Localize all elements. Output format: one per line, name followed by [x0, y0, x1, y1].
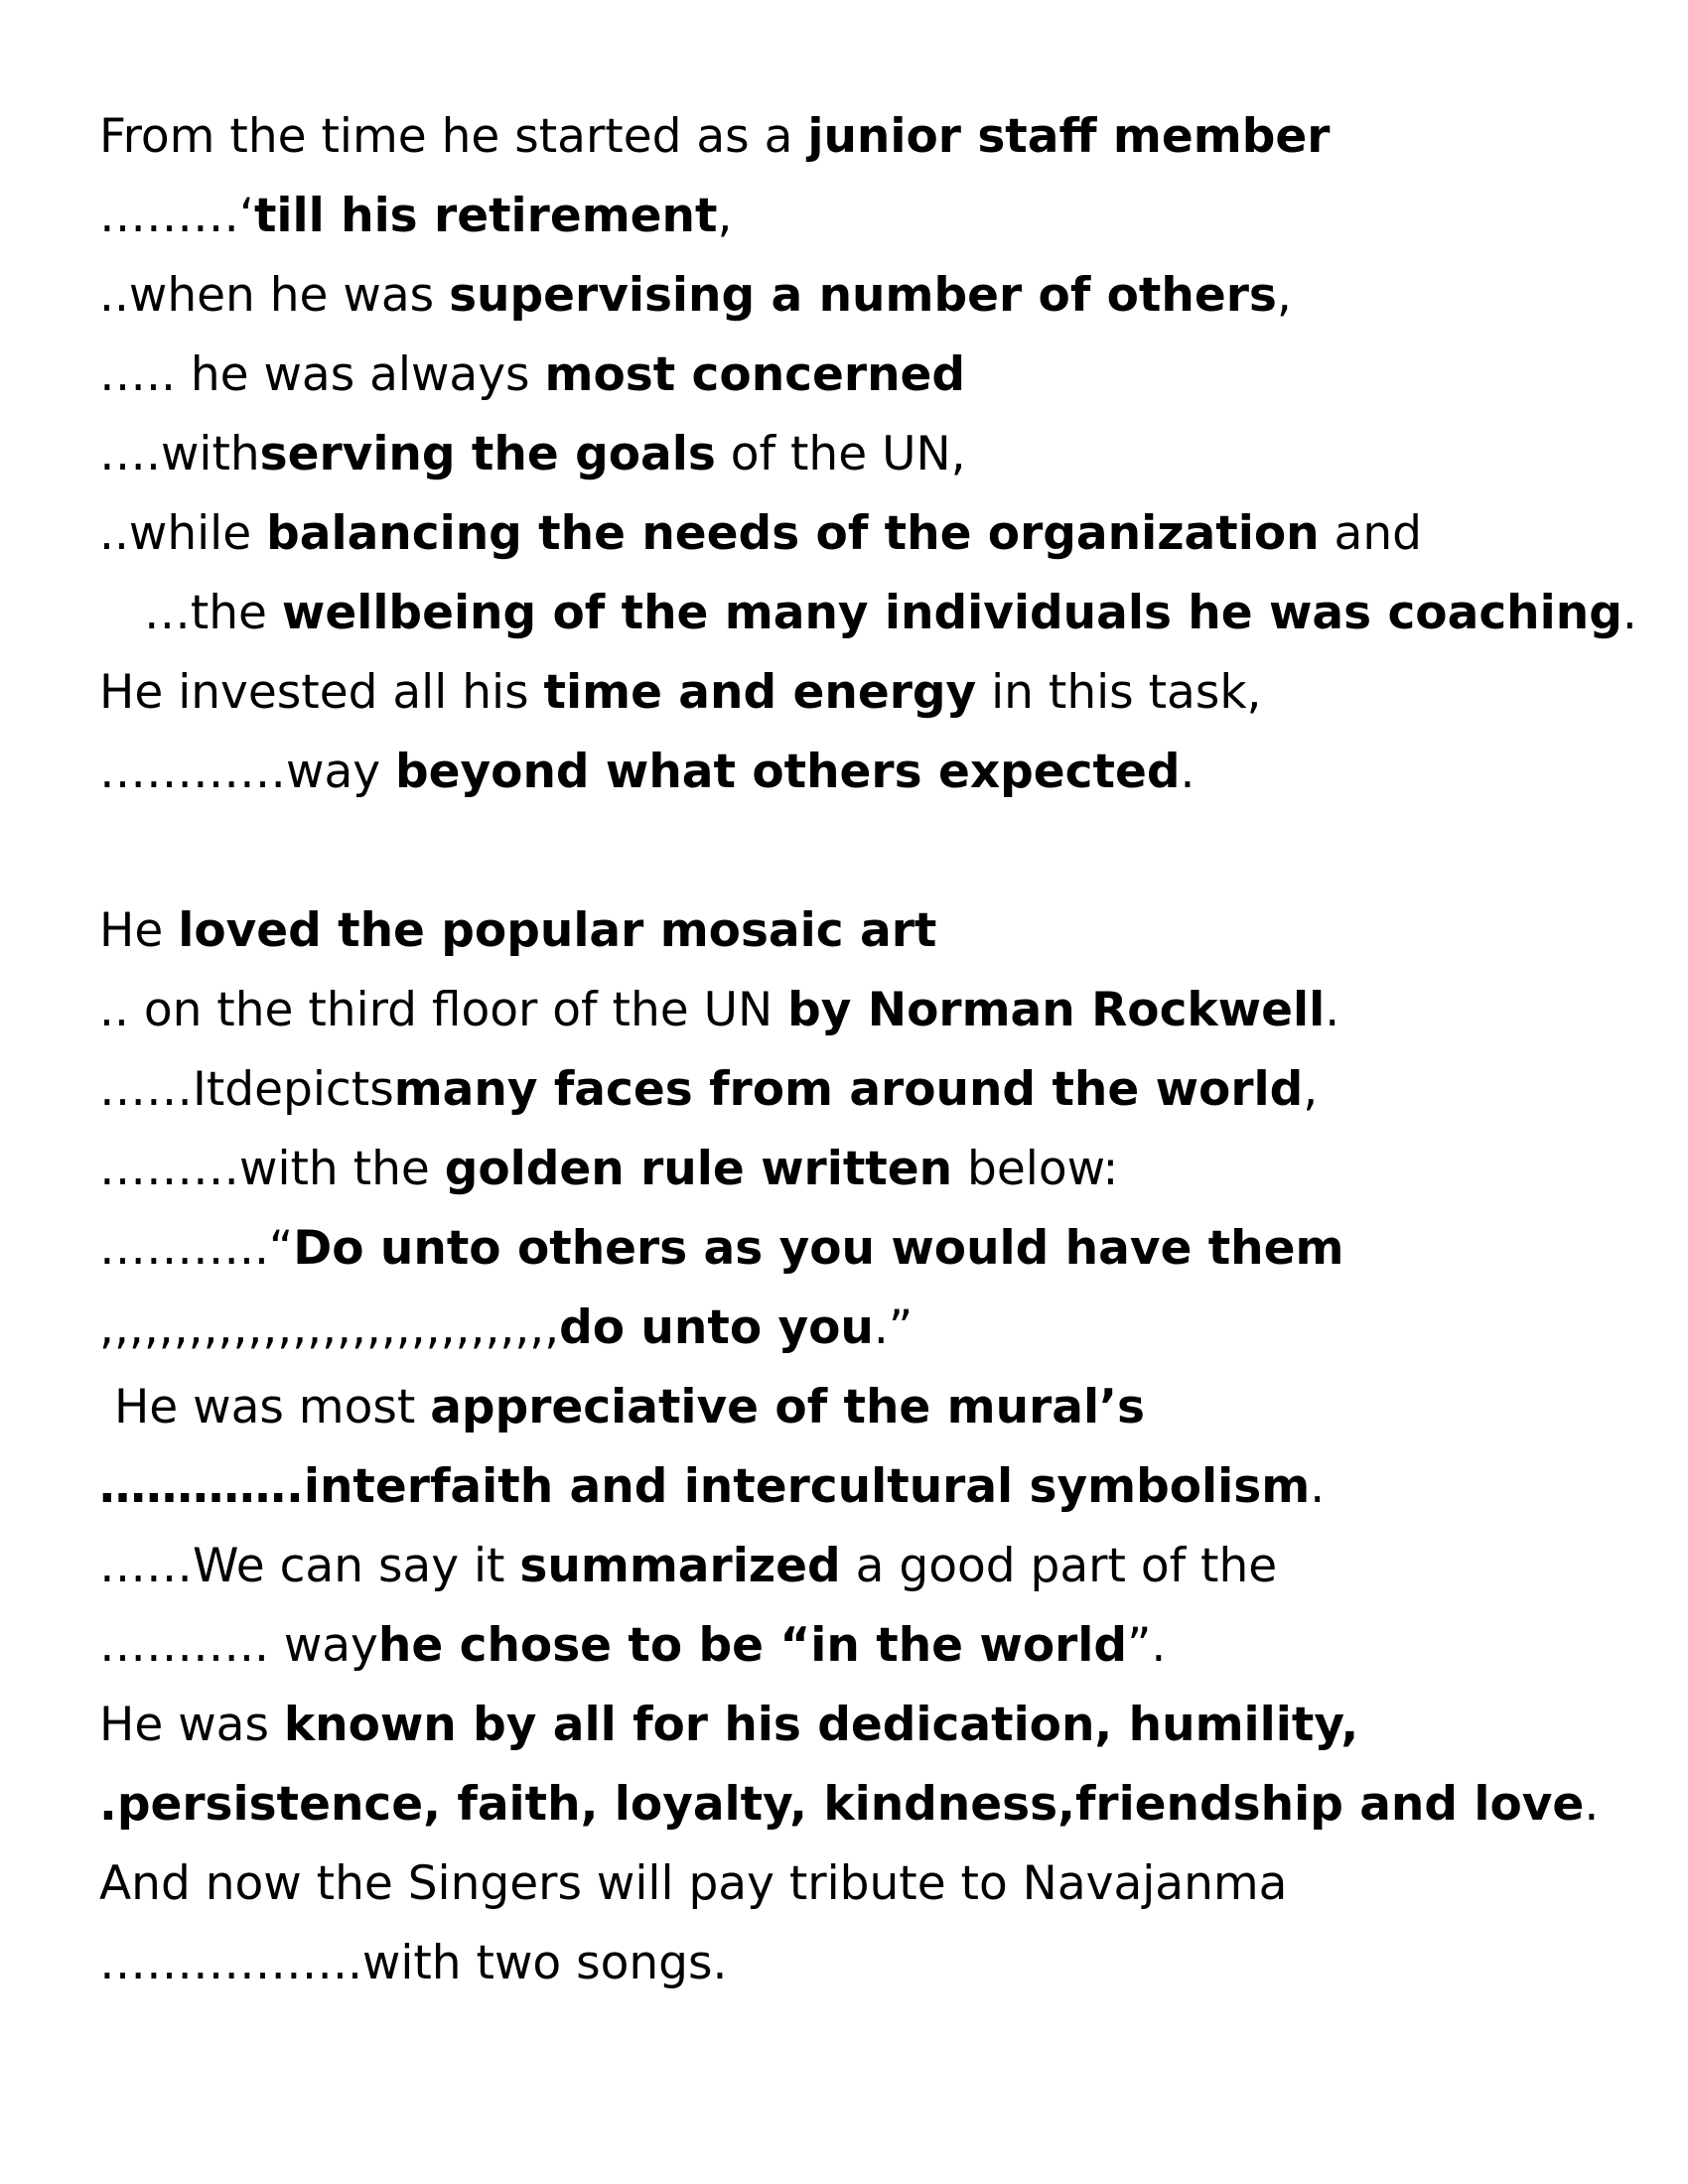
text-line: He loved the popular mosaic art	[99, 903, 937, 958]
text-line: .. on the third floor of the UN by Norman Rockwell.	[99, 983, 1340, 1037]
text-line: From the time he started as a junior staff member	[99, 109, 1331, 164]
text-line: ….. he was always most concerned	[99, 347, 966, 402]
text-line: .persistence, faith, loyalty, kindness,friendship and love.	[99, 1777, 1600, 1832]
text-line: ………with the golden rule written below:	[99, 1142, 1119, 1196]
text-line: ……Itdepictsmany faces from around the world,	[99, 1062, 1319, 1117]
text-line: ………‘till his retirement,	[99, 189, 733, 243]
text-line: ..when he was supervising a number of others,	[99, 268, 1292, 323]
text-line: …………way beyond what others expected.	[99, 745, 1196, 799]
paragraph-mosaic	[99, 891, 1648, 2003]
text-line: ……….. wayhe chose to be “in the world”.	[99, 1618, 1167, 1673]
text-line: ……We can say it summarized a good part of the	[99, 1539, 1278, 1593]
text-line: ,,,,,,,,,,,,,,,,,,,,,,,,,,,,,,,do unto you.”	[99, 1300, 914, 1355]
text-line: ….withserving the goals of the UN,	[99, 427, 966, 481]
text-line: He invested all his time and energy in this task,	[99, 665, 1262, 720]
text-line: ………..“Do unto others as you would have them	[99, 1221, 1344, 1276]
text-line: He was known by all for his dedication, humility,	[99, 1698, 1359, 1752]
text-line: ……………..with two songs.	[99, 1936, 728, 1990]
text-line: ..while balancing the needs of the organization and	[99, 506, 1422, 561]
text-line: And now the Singers will pay tribute to Navajanma	[99, 1856, 1288, 1911]
text-line: He was most appreciative of the mural’s	[99, 1380, 1145, 1434]
text-line: …the wellbeing of the many individuals he was coaching.	[99, 586, 1637, 640]
paragraph-career	[99, 97, 1648, 812]
text-line: ………….interfaith and intercultural symbolism.	[99, 1459, 1326, 1514]
